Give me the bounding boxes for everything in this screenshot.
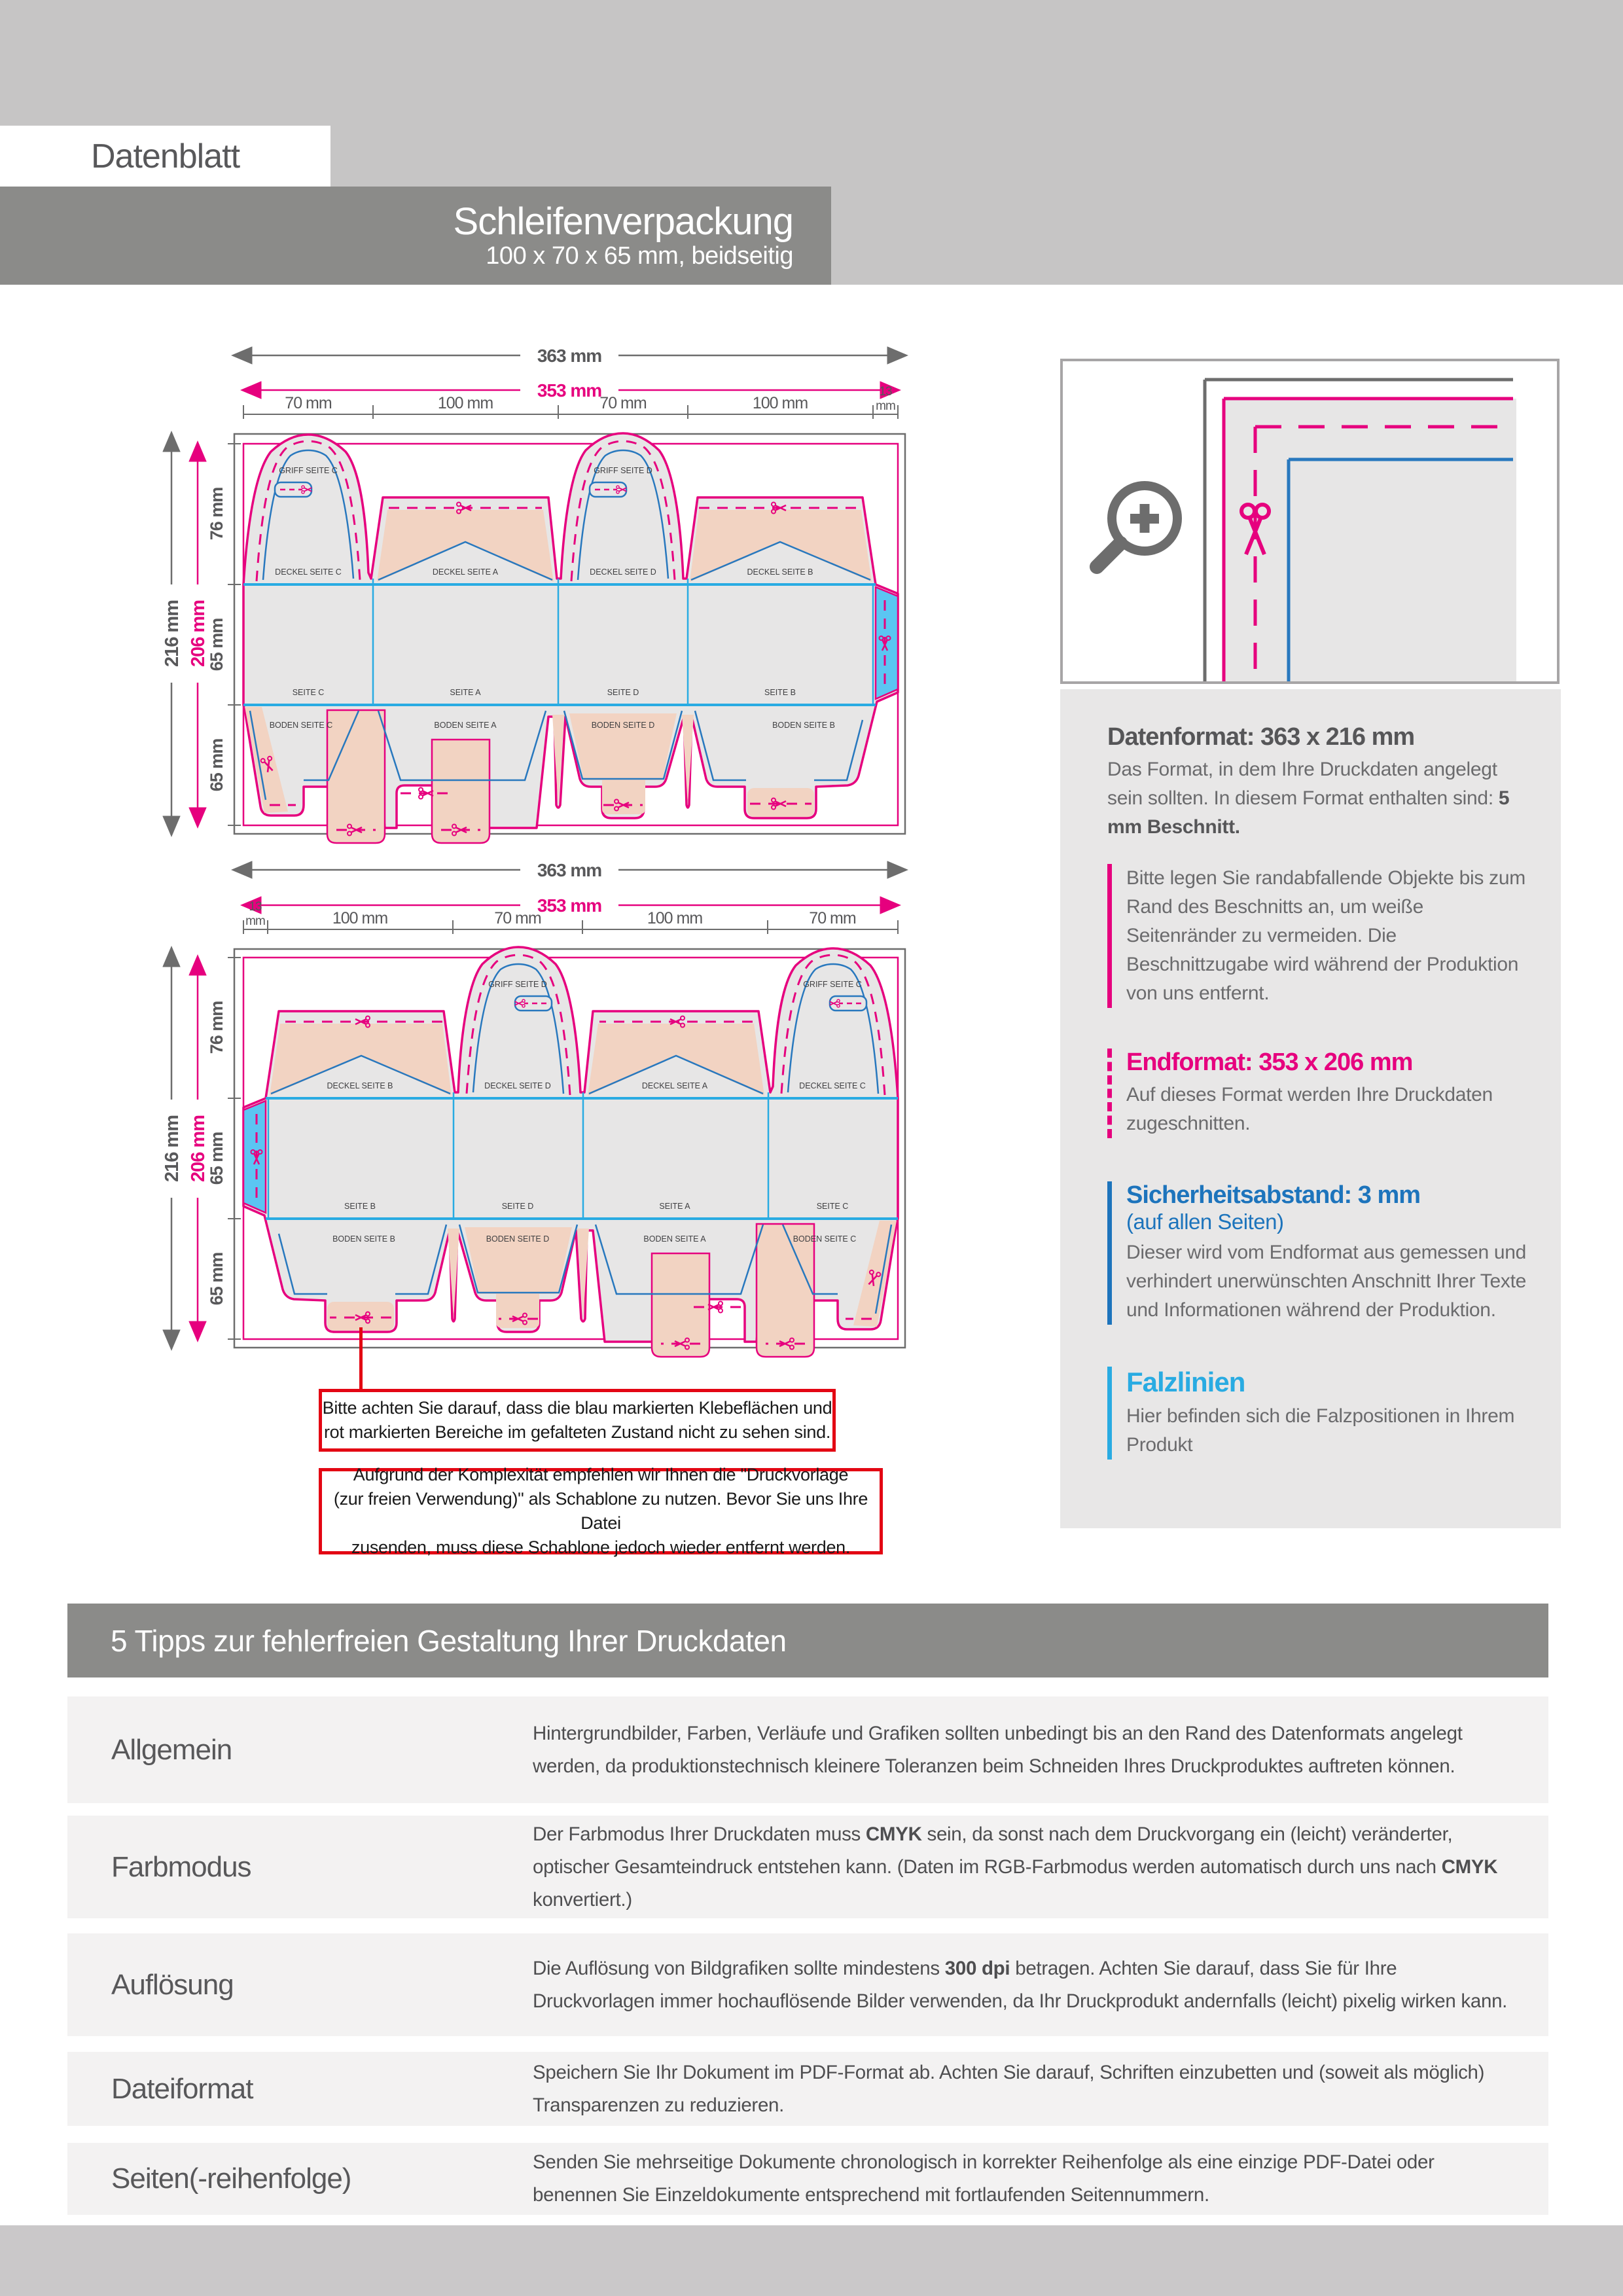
svg-text:SEITE C: SEITE C — [292, 688, 325, 697]
dim-width-total-1 — [234, 343, 905, 368]
svg-text:76 mm: 76 mm — [207, 1001, 226, 1054]
datenformat-body-bold: 5 mm Beschnitt. — [1107, 787, 1510, 838]
svg-text:353 mm: 353 mm — [537, 895, 602, 916]
tip-text — [533, 1952, 1522, 2018]
note-box-glue-areas — [319, 1389, 836, 1452]
detail-bleed-fill — [1224, 399, 1516, 681]
svg-text:65 mm: 65 mm — [207, 1252, 226, 1306]
tips-banner — [67, 1604, 1548, 1677]
datenblatt-label-box — [0, 126, 330, 187]
note-line: Bitte achten Sie darauf, dass die blau markierten Klebeflächen und — [322, 1398, 832, 1418]
tip-text — [533, 2056, 1522, 2122]
svg-text:100 mm: 100 mm — [752, 394, 808, 412]
zoom-detail-graphic — [1063, 361, 1557, 681]
svg-text:BODEN SEITE C: BODEN SEITE C — [269, 721, 333, 730]
tip-row-aufloesung — [67, 1933, 1548, 2036]
footer-bar — [0, 2225, 1623, 2296]
tip-label: Allgemein — [111, 1733, 232, 1766]
tip-text — [533, 2146, 1522, 2212]
endformat-title: Endformat: 353 x 206 mm — [1126, 1049, 1413, 1076]
svg-text:BODEN SEITE C: BODEN SEITE C — [793, 1234, 857, 1244]
product-title: Schleifenverpackung — [453, 200, 793, 243]
svg-text:DECKEL SEITE A: DECKEL SEITE A — [432, 567, 499, 577]
tip-label: Farbmodus — [111, 1850, 251, 1883]
svg-text:353 mm: 353 mm — [537, 380, 602, 401]
svg-text:BODEN SEITE D: BODEN SEITE D — [486, 1234, 550, 1244]
datenformat-body-text: Das Format, in dem Ihre Druckdaten angelegt sein sollten. In diesem Format enthalten sind: — [1107, 759, 1499, 809]
svg-text:216 mm: 216 mm — [162, 600, 183, 668]
svg-text:13: 13 — [249, 900, 262, 914]
svg-text:BODEN SEITE A: BODEN SEITE A — [643, 1234, 706, 1244]
dieline-shape-1 — [243, 433, 898, 843]
tip-text — [533, 1717, 1522, 1783]
tip-row-seitenreihenfolge — [67, 2143, 1548, 2215]
section-sicherheitsabstand — [1107, 1181, 1528, 1325]
svg-text:GRIFF SEITE D: GRIFF SEITE D — [594, 466, 652, 475]
product-subtitle: 100 x 70 x 65 mm, beidseitig — [486, 242, 793, 270]
dim-height-rows-1 — [207, 444, 241, 825]
endformat-body: Auf dieses Format werden Ihre Druckdaten zugeschnitten. — [1126, 1084, 1493, 1134]
svg-text:DECKEL SEITE B: DECKEL SEITE B — [747, 567, 813, 577]
tip-label: Auflösung — [111, 1968, 234, 2001]
svg-text:BODEN SEITE B: BODEN SEITE B — [772, 721, 835, 730]
tip-text-part: Speichern Sie Ihr Dokument im PDF-Format ab. Achten Sie darauf, Schriften einzubetten und (soweit als möglich) Transparenzen zu reduzieren. — [533, 2061, 1485, 2116]
tip-text-part: konvertiert.) — [533, 1888, 632, 1910]
svg-text:BODEN SEITE A: BODEN SEITE A — [434, 721, 497, 730]
svg-text:DECKEL SEITE C: DECKEL SEITE C — [275, 567, 342, 577]
dim-width-total-2 — [234, 857, 905, 882]
dieline-shape-2 — [243, 947, 898, 1357]
svg-text:363 mm: 363 mm — [537, 860, 602, 880]
dim-height-rows-2 — [207, 958, 241, 1339]
svg-text:65 mm: 65 mm — [207, 1132, 226, 1185]
magnifier-plus-icon — [1097, 486, 1177, 567]
svg-text:GRIFF SEITE C: GRIFF SEITE C — [803, 980, 862, 989]
tip-text-part: sein, da sonst nach dem Druckvorgang ein (leicht) veränderter, optischer Gesamteindruck entstehen kann. (Daten im RGB-Farbmodus werden automatisch durch uns nach — [533, 1823, 1453, 1878]
tip-text-part: Der Farbmodus Ihrer Druckdaten muss — [533, 1823, 866, 1845]
svg-text:GRIFF SEITE C: GRIFF SEITE C — [279, 466, 338, 475]
zoom-detail-box — [1060, 359, 1560, 684]
dim-height-total-1 — [160, 434, 183, 834]
svg-text:SEITE A: SEITE A — [659, 1202, 690, 1211]
svg-text:BODEN SEITE B: BODEN SEITE B — [332, 1234, 395, 1244]
svg-text:DECKEL SEITE D: DECKEL SEITE D — [484, 1081, 551, 1090]
tip-text-part: betragen. Achten Sie darauf, dass Sie für Ihre Druckvorlagen immer hochauflösende Bilder verwenden, da Ihr Druckprodukt andernfalls (leicht) pixelig wirken kann. — [533, 1957, 1508, 2012]
svg-text:GRIFF SEITE D: GRIFF SEITE D — [488, 980, 547, 989]
tip-text — [533, 1818, 1522, 1916]
svg-text:70 mm: 70 mm — [809, 909, 856, 927]
tip-row-dateiformat — [67, 2052, 1548, 2126]
tip-text-bold: CMYK — [865, 1823, 922, 1845]
svg-text:DECKEL SEITE D: DECKEL SEITE D — [590, 567, 656, 577]
svg-text:13: 13 — [879, 385, 892, 399]
svg-text:mm: mm — [245, 914, 265, 928]
svg-text:76 mm: 76 mm — [207, 487, 226, 541]
svg-text:70 mm: 70 mm — [285, 394, 332, 412]
svg-text:SEITE D: SEITE D — [501, 1202, 534, 1211]
falzlinien-body: Hier befinden sich die Falzpositionen in Ihrem Produkt — [1126, 1405, 1515, 1456]
svg-text:SEITE A: SEITE A — [450, 688, 481, 697]
svg-text:SEITE B: SEITE B — [344, 1202, 376, 1211]
svg-text:mm: mm — [876, 399, 895, 413]
svg-text:SEITE C: SEITE C — [816, 1202, 849, 1211]
svg-text:363 mm: 363 mm — [537, 346, 602, 366]
note-line: zusenden, muss diese Schablone jedoch wieder entfernt werden. — [351, 1537, 851, 1557]
svg-text:SEITE B: SEITE B — [764, 688, 796, 697]
tip-text-part: Die Auflösung von Bildgrafiken sollte mindestens — [533, 1957, 945, 1979]
svg-text:DECKEL SEITE B: DECKEL SEITE B — [327, 1081, 393, 1090]
falzlinien-title: Falzlinien — [1126, 1367, 1245, 1397]
tip-label: Seiten(-reihenfolge) — [111, 2162, 351, 2195]
datenformat-body — [1107, 755, 1528, 842]
tip-row-farbmodus — [67, 1816, 1548, 1918]
svg-text:70 mm: 70 mm — [494, 909, 541, 927]
svg-text:70 mm: 70 mm — [599, 394, 647, 412]
svg-text:216 mm: 216 mm — [162, 1115, 183, 1183]
note-line: rot markierten Bereiche im gefalteten Zustand nicht zu sehen sind. — [323, 1422, 831, 1442]
datenformat-title: Datenformat: 363 x 216 mm — [1107, 723, 1415, 751]
tips-title: 5 Tipps zur fehlerfreien Gestaltung Ihrer Druckdaten — [111, 1623, 787, 1658]
tip-text-part: Hintergrundbilder, Farben, Verläufe und Grafiken sollten unbedingt bis an den Rand des Datenformats angelegt werden, da produktionstechnisch kleinere Toleranzen beim Schneiden Ihres Druckproduktes auftreten können. — [533, 1722, 1463, 1777]
datenblatt-label: Datenblatt — [90, 137, 240, 175]
svg-text:206 mm: 206 mm — [188, 1115, 209, 1183]
dim-height-end-1 — [186, 444, 209, 825]
sicherheitsabstand-title: Sicherheitsabstand: 3 mm — [1126, 1181, 1421, 1209]
svg-text:206 mm: 206 mm — [188, 600, 209, 668]
note-line: (zur freien Verwendung)" als Schablone zu nutzen. Bevor Sie uns Ihre Datei — [333, 1489, 868, 1533]
svg-text:BODEN SEITE D: BODEN SEITE D — [591, 721, 655, 730]
svg-text:DECKEL SEITE A: DECKEL SEITE A — [641, 1081, 708, 1090]
dim-height-total-2 — [160, 949, 183, 1348]
svg-text:65 mm: 65 mm — [207, 738, 226, 792]
sicherheitsabstand-subtitle: (auf allen Seiten) — [1126, 1210, 1284, 1234]
svg-text:100 mm: 100 mm — [647, 909, 703, 927]
svg-text:100 mm: 100 mm — [437, 394, 493, 412]
dieline-diagram-front — [151, 337, 962, 854]
svg-text:100 mm: 100 mm — [332, 909, 388, 927]
bleed-note: Bitte legen Sie randabfallende Objekte bis zum Rand des Beschnitts an, um weiße Seitenränder zu vermeiden. Die Beschnittzugabe wird während der Produktion von uns entfernt. — [1107, 864, 1528, 1008]
section-datenformat — [1107, 723, 1528, 1008]
tip-text-bold: CMYK — [1441, 1856, 1498, 1878]
section-falzlinien — [1107, 1367, 1528, 1460]
tip-label: Dateiformat — [111, 2072, 253, 2105]
note-callout-line — [359, 1327, 363, 1390]
dieline-diagram-back — [151, 851, 962, 1368]
sicherheitsabstand-body: Dieser wird vom Endformat aus gemessen und verhindert unerwünschten Anschnitt Ihrer Texte und Informationen während der Produktion. — [1126, 1242, 1527, 1321]
dim-height-end-2 — [186, 958, 209, 1339]
svg-text:SEITE D: SEITE D — [607, 688, 639, 697]
tip-text-bold: 300 dpi — [944, 1957, 1010, 1979]
tip-text-part: Senden Sie mehrseitige Dokumente chronologisch in korrekter Reihenfolge als eine einzige PDF-Datei oder benennen Sie Einzeldokumente entsprechend mit fortlaufenden Seitennummern. — [533, 2151, 1435, 2206]
product-title-banner — [0, 187, 831, 285]
svg-text:65 mm: 65 mm — [207, 618, 226, 672]
note-line: Aufgrund der Komplexität empfehlen wir Ihnen die "Druckvorlage — [353, 1465, 849, 1484]
format-info-panel — [1060, 689, 1561, 1528]
tip-row-allgemein — [67, 1696, 1548, 1803]
section-endformat — [1107, 1049, 1528, 1138]
svg-text:DECKEL SEITE C: DECKEL SEITE C — [799, 1081, 866, 1090]
note-box-template — [319, 1465, 883, 1557]
